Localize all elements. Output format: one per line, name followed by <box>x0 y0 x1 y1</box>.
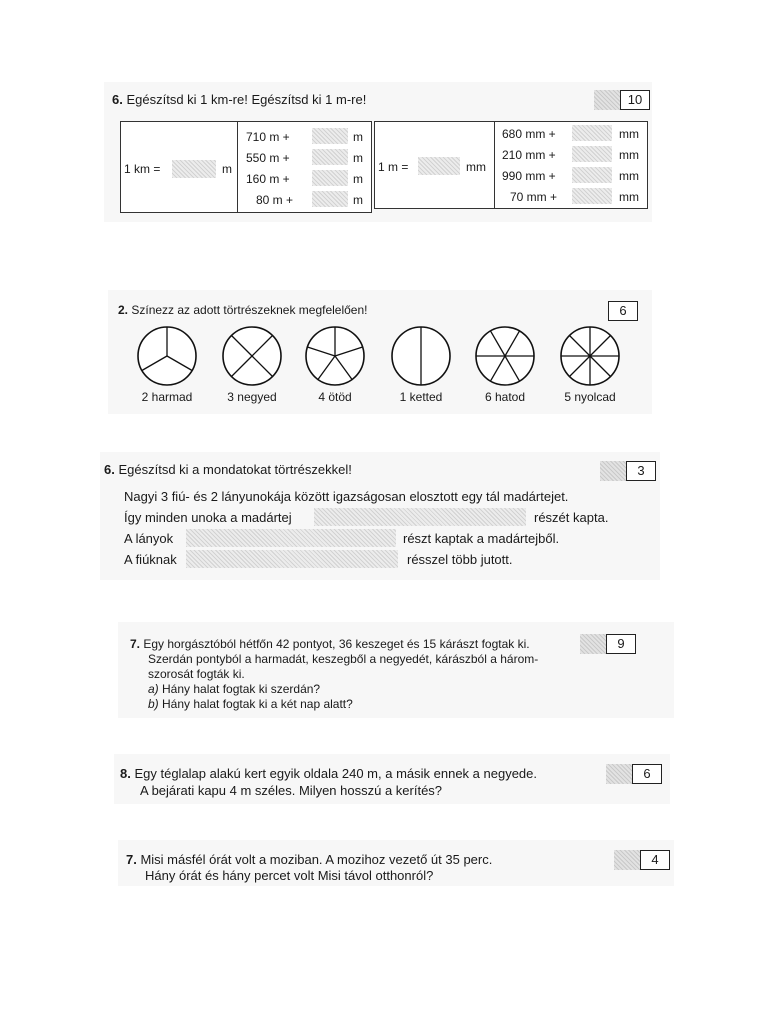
task2-instruction <box>118 302 368 318</box>
task4-question-b <box>148 696 353 712</box>
task2-instruction-text: Színezz az adott törtrészeknek megfelelően! <box>131 303 368 317</box>
task1-instruction <box>112 92 366 108</box>
km-row-4: 80 m + <box>256 193 294 207</box>
fraction-circle-1[interactable] <box>138 327 196 385</box>
km-row-3: 160 m + <box>246 172 290 186</box>
task5-score-box: 6 <box>632 764 662 784</box>
score-shade <box>606 764 632 784</box>
m-table-left-unit: mm <box>466 160 486 174</box>
score-shade <box>614 850 640 870</box>
task3-line1: Nagyi 3 fiú- és 2 lányunokája között igazságosan elosztott egy tál madártejet. <box>124 489 569 504</box>
km-row-unit-4: m <box>353 193 363 207</box>
task2-score <box>608 301 638 321</box>
fraction-circles <box>110 322 650 392</box>
task3-line2-pre: Így minden unoka a madártej <box>124 510 292 525</box>
task3-line3-post: részt kaptak a madártejből. <box>403 531 560 546</box>
task3-line4-post: résszel több jutott. <box>407 552 513 567</box>
score-shade <box>594 90 620 110</box>
task5-score <box>606 764 662 784</box>
task2-number: 2. <box>118 303 129 317</box>
score-shade <box>580 634 606 654</box>
task3-line4-pre: A fiúknak <box>124 552 177 567</box>
task3-score <box>600 461 656 481</box>
task3-blank-3[interactable] <box>186 550 398 568</box>
task5-line1 <box>120 766 537 782</box>
task5-line1-text: Egy téglalap alakú kert egyik oldala 240 m, a másik ennek a negyede. <box>134 766 537 781</box>
km-row-unit-3: m <box>353 172 363 186</box>
task5-number: 8. <box>120 766 131 781</box>
task6-number: 7. <box>126 852 137 867</box>
task1-score <box>594 90 650 110</box>
circle-label-5: 6 hatod <box>484 390 526 404</box>
m-row-unit-4: mm <box>619 190 639 204</box>
task4-question-a-letter: a) <box>148 682 159 696</box>
task1-instruction-text: Egészítsd ki 1 km-re! Egészítsd ki 1 m-re! <box>126 92 367 107</box>
task3-blank-1[interactable] <box>314 508 526 526</box>
m-table-divider <box>494 121 495 208</box>
task4-line2: Szerdán pontyból a harmadát, keszegből a negyedét, kárászból a három- <box>148 652 539 666</box>
task4-question-a-text: Hány halat fogtak ki szerdán? <box>162 682 321 696</box>
task1-score-box: 10 <box>620 90 650 110</box>
m-row-blank-1[interactable] <box>572 125 612 141</box>
task3-line3-pre: A lányok <box>124 531 174 546</box>
task3-line2-post: részét kapta. <box>534 510 609 525</box>
circle-label-3: 4 ötöd <box>318 390 352 404</box>
task6-line2: Hány órát és hány percet volt Misi távol otthonról? <box>145 868 434 883</box>
task4-score-box: 9 <box>606 634 636 654</box>
m-row-2: 210 mm + <box>502 148 556 162</box>
score-shade <box>600 461 626 481</box>
task2-score-box: 6 <box>608 301 638 321</box>
km-table-left-unit: m <box>222 162 232 176</box>
km-row-blank-3[interactable] <box>312 170 348 186</box>
task4-question-a <box>148 681 320 697</box>
km-row-unit-2: m <box>353 151 363 165</box>
fraction-circle-2[interactable] <box>223 327 281 385</box>
task4-number: 7. <box>130 637 141 651</box>
km-answer-blank[interactable] <box>172 160 216 178</box>
task3-number: 6. <box>104 462 115 477</box>
km-row-2: 550 m + <box>246 151 290 165</box>
m-row-blank-4[interactable] <box>572 188 612 204</box>
task4-score <box>580 634 636 654</box>
fraction-circle-6[interactable] <box>561 327 619 385</box>
task3-instruction-text: Egészítsd ki a mondatokat törtrészekkel! <box>118 462 352 477</box>
km-row-1: 710 m + <box>246 130 290 144</box>
task4-line1-text: Egy horgásztóból hétfőn 42 pontyot, 36 keszeget és 15 kárászt fogtak ki. <box>143 637 530 651</box>
m-row-3: 990 mm + <box>502 169 556 183</box>
m-row-unit-1: mm <box>619 127 639 141</box>
m-row-4: 70 mm + <box>510 190 558 204</box>
km-table-divider <box>237 121 238 212</box>
task6-score <box>614 850 670 870</box>
task6-line1 <box>126 852 492 868</box>
km-row-blank-2[interactable] <box>312 149 348 165</box>
task3-score-box: 3 <box>626 461 656 481</box>
circle-label-1: 2 harmad <box>141 390 193 404</box>
task4-question-b-letter: b) <box>148 697 159 711</box>
circle-label-4: 1 ketted <box>399 390 443 404</box>
task3-instruction <box>104 462 352 478</box>
circle-label-6: 5 nyolcad <box>564 390 616 404</box>
km-row-unit-1: m <box>353 130 363 144</box>
fraction-circle-5[interactable] <box>476 327 534 385</box>
m-answer-blank[interactable] <box>418 157 460 175</box>
task4-line1 <box>130 636 530 652</box>
km-row-blank-4[interactable] <box>312 191 348 207</box>
task4-question-b-text: Hány halat fogtak ki a két nap alatt? <box>162 697 353 711</box>
task4-line3: szorosát fogták ki. <box>148 667 245 681</box>
m-row-unit-2: mm <box>619 148 639 162</box>
fraction-circle-4[interactable] <box>392 327 450 385</box>
task6-line1-text: Misi másfél órát volt a moziban. A mozihoz vezető út 35 perc. <box>140 852 493 867</box>
task6-score-box: 4 <box>640 850 670 870</box>
m-row-1: 680 mm + <box>502 127 556 141</box>
task3-blank-2[interactable] <box>186 529 396 547</box>
fraction-circle-3[interactable] <box>306 327 364 385</box>
m-table-left-prefix: 1 m = <box>378 160 409 174</box>
km-table-left-prefix: 1 km = <box>124 162 161 176</box>
task1-number: 6. <box>112 92 123 107</box>
km-row-blank-1[interactable] <box>312 128 348 144</box>
m-row-blank-2[interactable] <box>572 146 612 162</box>
task5-line2: A bejárati kapu 4 m széles. Milyen hosszú a kerítés? <box>140 783 443 798</box>
m-row-unit-3: mm <box>619 169 639 183</box>
circle-label-2: 3 negyed <box>227 390 277 404</box>
m-row-blank-3[interactable] <box>572 167 612 183</box>
